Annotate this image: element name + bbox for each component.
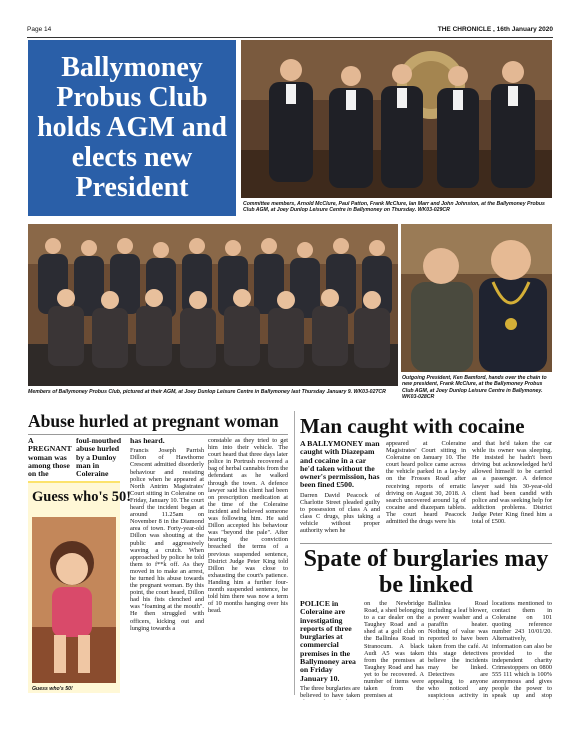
burglary-text-2: on the Newbridge Road, a shed belonging to a car dealer on the Taughey Road and a shed at a golf club on the Ballinlea Road in Stranocum. A black Audi A5 was taken from the premises at Taughey Road and has yet to be recovered. A number of items were taken from the premises at <box>364 600 424 700</box>
members-caption: Members of Ballymoney Probus Club, pictured at their AGM, at Joey Dunlop Leisure Centre in Ballymoney last Thursday January 9. WK03-027CR <box>28 389 386 395</box>
guess-whos-50-box <box>28 481 132 693</box>
cocaine-text-1: Darren David Peacock of Charlotte Street pleaded guilty to possession of class A and class C drugs, plus taking a vehicle without proper authority when he <box>300 491 380 535</box>
burglary-text-4: locations mentioned to contact them in Coleraine on 101 quoting reference number 243 10/01/20. Alternatively, information can also be provided to the independent charity Crimestoppers on 0800 555 111 which is 100% anonymous and gives people the power to speak up and stop <box>492 600 552 700</box>
president-photo <box>401 224 552 372</box>
abuse-column-4 <box>208 437 288 693</box>
burglary-text-1: The three burglaries are believed to have taken <box>300 684 360 700</box>
burglary-column-4 <box>492 600 552 700</box>
abuse-headline: Abuse hurled at pregnant woman <box>28 411 288 435</box>
abuse-column-3 <box>130 437 204 693</box>
cocaine-headline: Man caught with cocaine <box>300 414 525 438</box>
cocaine-text-2: appeared at Coleraine Magistrates' Court sitting in Coleraine on January 10. The court heard police came across the vehicle parked in a lay-by on the Frosses Road after receiving reports of erratic driving on August 30, 2018. A search uncovered around 1g of cocaine and diazepam tablets. The court heard Peacock admitted the drugs were his <box>386 440 466 526</box>
column-divider <box>294 411 295 695</box>
burglary-text-3: Ballinlea Road including a leaf blower, a power washer and a paraffin heater. Nothing of value was reported to have been taken from the café. At this stage detectives believe the incidents may be linked. Detectives are appealing to anyone who noticed any suspicious activity in <box>428 600 488 700</box>
abuse-text-3: Francis Joseph Parrish Dillon of Hawthorne Crescent admitted disorderly behaviour and resisting police when he appeared at North Antrim Magistrates' Court sitting in Coleraine on Friday, January 10. The court heard the incident began at around 11.25am on November 8 in the Diamond area of town. Forty-year-old Dillon was shouting at the public and aggressively waving a crutch. When approached by police he told them to f**k off. As they moved in to make an arrest, he turned his abuse towards the pregnant woman. By this point, the court heard, Dillon had his fists clenched and was "foaming at the mouth". He then struggled with officers, kicking out and lunging towards a <box>130 447 204 632</box>
burglary-headline: Spate of burglaries may be linked <box>300 543 552 598</box>
cocaine-lead: A BALLYMONEY man caught with Diazepam and cocaine in a car he'd taken without the owner's permission, has been fined £500. <box>300 440 380 490</box>
members-photo <box>28 224 398 386</box>
committee-photo <box>241 40 552 198</box>
abuse-column-2 <box>76 437 126 479</box>
guess-photo <box>32 517 116 683</box>
abuse-lead-3: has heard. <box>130 437 165 445</box>
guess-title: Guess who's 50! <box>32 489 132 505</box>
paper-title: THE CHRONICLE , 16th January 2020 <box>437 26 553 33</box>
abuse-lead-2: foul-mouthed abuse hurled by a Dunloy man in Coleraine <box>76 437 122 479</box>
cocaine-column-3 <box>472 440 552 538</box>
cocaine-column-1 <box>300 440 380 538</box>
burglary-column-2 <box>364 600 424 700</box>
guess-caption: Guess who's 50! <box>32 686 73 692</box>
abuse-text-4: constable as they tried to get him into their vehicle. The court heard that three days later police in Portrush recovered a bag of herbal cannabis from the defendant as he walked through the town. A defence lawyer said his client had been on prescription medication at the time of the Coleraine incident and believed someone was following him. He said Dillon accepted his behaviour was "beyond the pale". After hearing the conviction breached the terms of a previous suspended sentence, District Judge Peter King told Dillon he was close to exhausting the court's patience. Handing him a further four-month suspended sentence, he told him there was now a term of 10 months hanging over his head. <box>208 437 288 615</box>
abuse-column-1 <box>28 437 72 479</box>
masthead <box>27 26 553 38</box>
lead-headline-box <box>28 40 236 216</box>
cocaine-text-3: and that he'd taken the car while its owner was sleeping. He insisted he hadn't been driving but acknowledged he'd allowed himself to be carried as a passenger. A defence lawyer said his 30-year-old client had been candid with police and was seeking help for addiction problems. District Judge Peter King fined him a total of £500. <box>472 440 552 526</box>
burglary-column-1 <box>300 600 360 700</box>
burglary-lead: POLICE in Coleraine are investigating reports of three burglaries at commercial premises in the Ballymoney area on Friday January 10. <box>300 600 356 683</box>
abuse-lead-1: A PREGNANT woman was among those on the <box>28 437 72 479</box>
cocaine-column-2 <box>386 440 466 538</box>
burglary-column-3 <box>428 600 488 700</box>
lead-headline: Ballymoney Probus Club holds AGM and elects new President <box>37 52 227 203</box>
committee-caption: Committee members, Arnold McClure, Paul Patton, Frank McClure, Ian Marr and John Johnston, at the Ballymoney Probus Club AGM, at Joey Dunlop Leisure Centre in Ballymoney on Thursday. WK03-029CR <box>243 201 545 214</box>
page-number: Page 14 <box>27 26 52 33</box>
president-caption: Outgoing President, Ken Bamford, hands over the chain to new president, Frank McClure, at the Ballymoney Probus Club AGM, at Joey Dunlop Leisure Centre in Ballymoney. WK03-028CR <box>402 375 547 400</box>
